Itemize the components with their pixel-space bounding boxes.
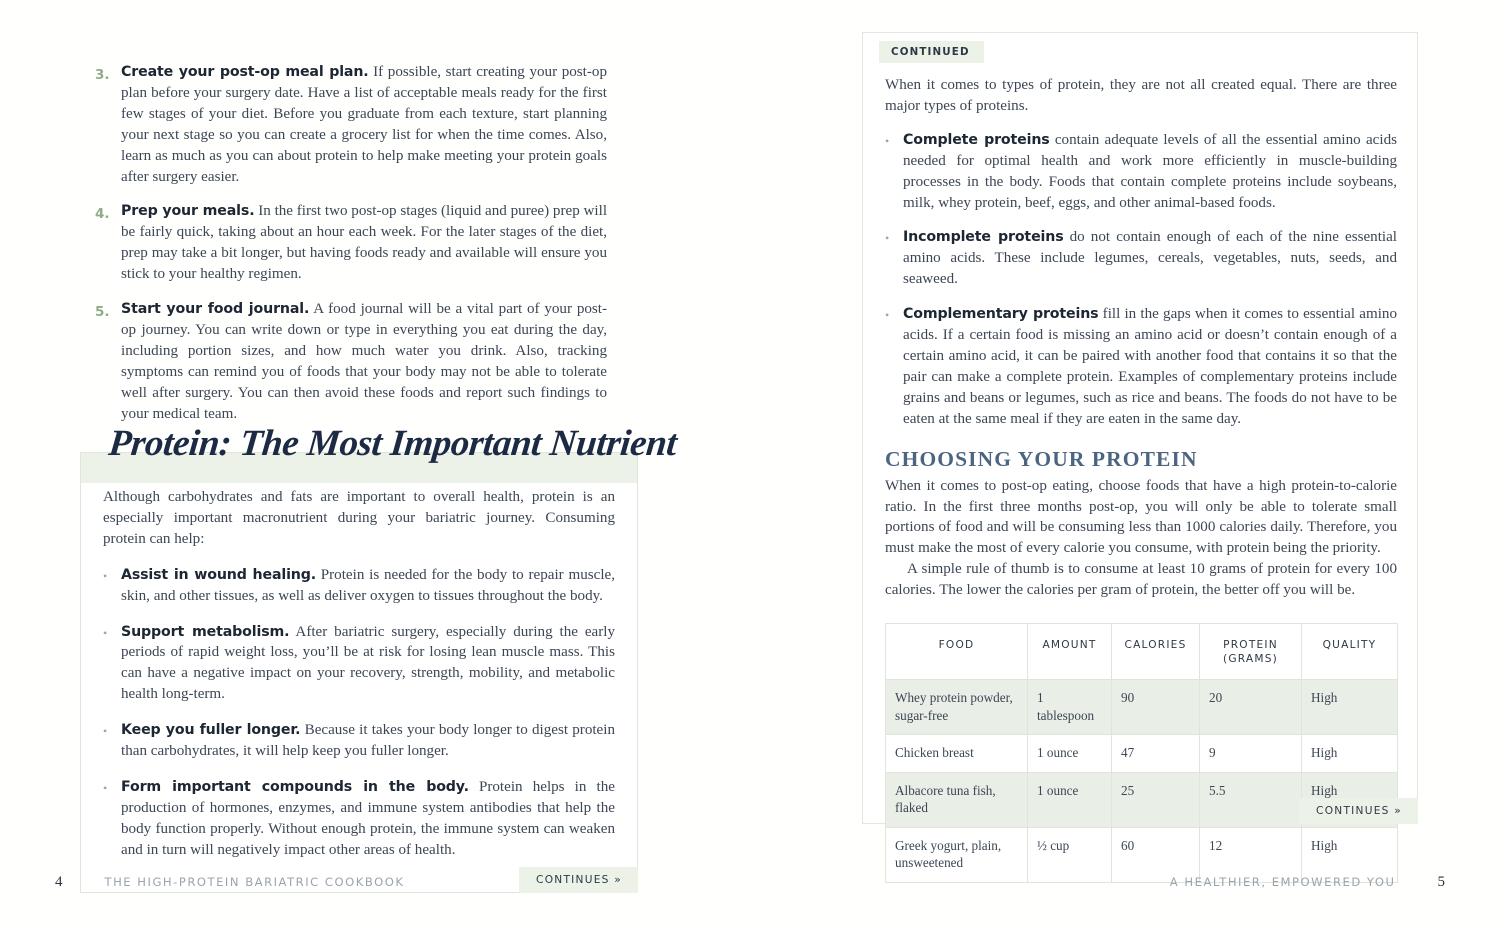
list-item-text: A food journal will be a vital part of your post-op journey. You can write down or type in everything you eat during the day, including portion sizes, and how much water you drink. Also, tracking symptoms can remind you of foods that your body may not be able to tolerate well after surgery. You can then avoid these foods and report such findings to your medical team. [121,301,608,422]
cell-amount: 1 tablespoon [1028,680,1112,735]
list-item-text: Protein helps in the production of hormones, enzymes, and immune system antibodies that help the body function properly. Without enough protein, the immune system can weaken and in turn will negatively impact other areas of health. [121,778,615,858]
continued-box [862,32,1418,871]
list-item [95,299,607,424]
page-number: 5 [1437,874,1445,890]
page-number: 4 [55,874,63,890]
list-item-text: Because it takes your body longer to digest protein than carbohydrates, it will help keep you fuller longer. [121,722,615,760]
column-header-quality: QUALITY [1302,624,1398,680]
column-header-protein [1200,624,1302,680]
list-item-lead-in: Start your food journal. [121,301,310,318]
list-item [103,720,615,762]
column-header-food: FOOD [886,624,1028,680]
list-item-number: 4. [95,206,110,223]
section-paragraph-1: When it comes to post-op eating, choose foods that have a high protein-to-calorie ratio. In the first three months post-op, you will only be able to tolerate small portions of food and will be consuming less than 1000 calories daily. Therefore, you must make the most of every calorie you consume, with protein being the priority. [885,477,1397,557]
list-item-body [121,622,615,706]
cell-protein: 5.5 [1200,772,1302,827]
cell-amount: ½ cup [1028,827,1112,882]
list-item [95,201,607,285]
table-body [886,680,1398,883]
cell-protein: 9 [1200,735,1302,773]
bullet-dot-icon: • [885,133,890,148]
list-item-lead-in: Keep you fuller longer. [121,722,301,739]
column-header-protein-line1: PROTEIN [1223,639,1278,652]
list-item-text: After bariatric surgery, especially during the early periods of rapid weight loss, you’ll be at risk for losing lean muscle mass. This can have a negative impact on your recovery, strength, mobility, and metabolic health long-term. [121,623,615,703]
list-item-body [121,565,615,607]
protein-food-table [885,623,1398,883]
section-heading: CHOOSING YOUR PROTEIN [885,446,1198,471]
column-header-calories: CALORIES [1112,624,1200,680]
list-item [885,130,1397,214]
numbered-step-list [95,62,607,439]
list-item [95,62,607,187]
column-header-amount: AMOUNT [1028,624,1112,680]
cell-protein: 12 [1200,827,1302,882]
continues-badge: CONTINUES » [1299,798,1418,824]
table-header-row [886,624,1398,680]
list-item-body [903,304,1397,429]
bullet-dot-icon: • [885,308,890,323]
list-item-body [903,130,1397,214]
cell-protein: 20 [1200,680,1302,735]
footer-left [55,874,404,891]
list-item-text: Protein is needed for the body to repair muscle, skin, and other tissues, as well as deliver oxygen to tissues throughout the body. [121,566,615,604]
running-head: THE HIGH-PROTEIN BARIATRIC COOKBOOK [104,875,405,889]
cell-calories: 60 [1112,827,1200,882]
list-item [103,565,615,607]
list-item-number: 3. [95,67,110,83]
list-item [885,304,1397,429]
list-item-text: In the first two post-op stages (liquid and puree) prep will be fairly quick, taking about an hour each week. For the later stages of the diet, prep may take a bit longer, but having foods ready and available will ensure you stick to your healthy regimen. [121,203,608,283]
column-header-protein-line2: (GRAMS) [1223,653,1278,666]
continued-badge: CONTINUED [879,41,984,63]
list-item-text: do not contain enough of each of the nine essential amino acids. These include legumes, cereals, vegetables, nuts, seeds, and seaweed. [903,229,1397,288]
cell-calories: 47 [1112,735,1200,773]
list-item [885,227,1397,290]
cell-food: Chicken breast [886,735,1028,773]
protein-types-bullet-list [885,130,1397,430]
list-item-body [121,777,615,861]
list-item-body [121,201,607,285]
table-row [886,680,1398,735]
footer-right [1170,874,1445,891]
list-item-lead-in: Prep your meals. [121,203,255,220]
list-item-lead-in: Support metabolism. [121,623,290,640]
list-item-body [903,227,1397,290]
list-item-body [121,299,607,424]
intro-paragraph: When it comes to types of protein, they are not all created equal. There are three major types of proteins. [885,77,1397,114]
cell-amount: 1 ounce [1028,735,1112,773]
list-item-lead-in: Incomplete proteins [903,229,1064,246]
bullet-dot-icon: • [103,568,108,583]
list-item-body [121,720,615,762]
cell-calories: 25 [1112,772,1200,827]
cell-food: Whey protein powder, sugar-free [886,680,1028,735]
callout-content [81,453,637,892]
cell-quality: High [1302,772,1398,827]
callout-intro-paragraph: Although carbohydrates and fats are important to overall health, protein is an especially important macronutrient during your bariatric journey. Consuming protein can help: [103,489,615,547]
cell-food: Albacore tuna fish, flaked [886,772,1028,827]
list-item-text: contain adequate levels of all the essential amino acids needed for optimal health and work more efficiently in muscle-building processes in the body. Foods that contain complete proteins include soybeans, milk, whey protein, beef, eggs, and other animal-based foods. [903,131,1397,211]
list-item-body [121,62,607,187]
callout-bullet-list [103,565,615,861]
table-row [886,735,1398,773]
protein-callout-box [80,423,679,893]
bullet-dot-icon: • [103,724,108,739]
continued-box-content [885,75,1397,883]
bullet-dot-icon: • [885,231,890,246]
list-item-text: If possible, start creating your post-op plan before your surgery date. Have a list of acceptable meals ready for the first few stages of your diet. Before you graduate from each texture, start planning your next stage so you can create a grocery list for when the time comes. Also, learn as much as you can about protein to help make meeting your protein goals after surgery easier. [121,64,607,185]
cell-amount: 1 ounce [1028,772,1112,827]
list-item-lead-in: Complementary proteins [903,306,1099,323]
list-item-number: 5. [95,304,110,321]
bullet-dot-icon: • [103,780,108,795]
table-head [886,624,1398,680]
list-item-lead-in: Create your post-op meal plan. [121,64,369,80]
cell-food: Greek yogurt, plain, unsweetened [886,827,1028,882]
running-head: A HEALTHIER, EMPOWERED YOU [1169,875,1396,889]
cell-quality: High [1302,735,1398,773]
list-item-lead-in: Complete proteins [903,131,1050,148]
list-item [103,622,615,706]
cell-quality: High [1302,827,1398,882]
callout-title: Protein: The Most Important Nutrient [106,423,679,464]
continues-badge: CONTINUES » [519,867,638,893]
cell-quality: High [1302,680,1398,735]
bullet-dot-icon: • [103,625,108,640]
page-right [750,0,1500,925]
list-item [103,777,615,861]
list-item-text: fill in the gaps when it comes to essential amino acids. If a certain food is missing an amino acid or doesn’t contain enough of a certain amino acid, it can be paired with another food that contains it so that the pair can make a complete protein. Examples of complementary proteins include grains and beans or legumes, such as rice and beans. The foods do not have to be eaten at the same meal if they are eaten in the same day. [903,306,1397,427]
list-item-lead-in: Form important compounds in the body. [121,778,469,795]
cell-calories: 90 [1112,680,1200,735]
list-item-lead-in: Assist in wound healing. [121,566,316,583]
section-paragraph-2: A simple rule of thumb is to consume at least 10 grams of protein for every 100 calories. The lower the calories per gram of protein, the better off you will be. [885,561,1397,599]
